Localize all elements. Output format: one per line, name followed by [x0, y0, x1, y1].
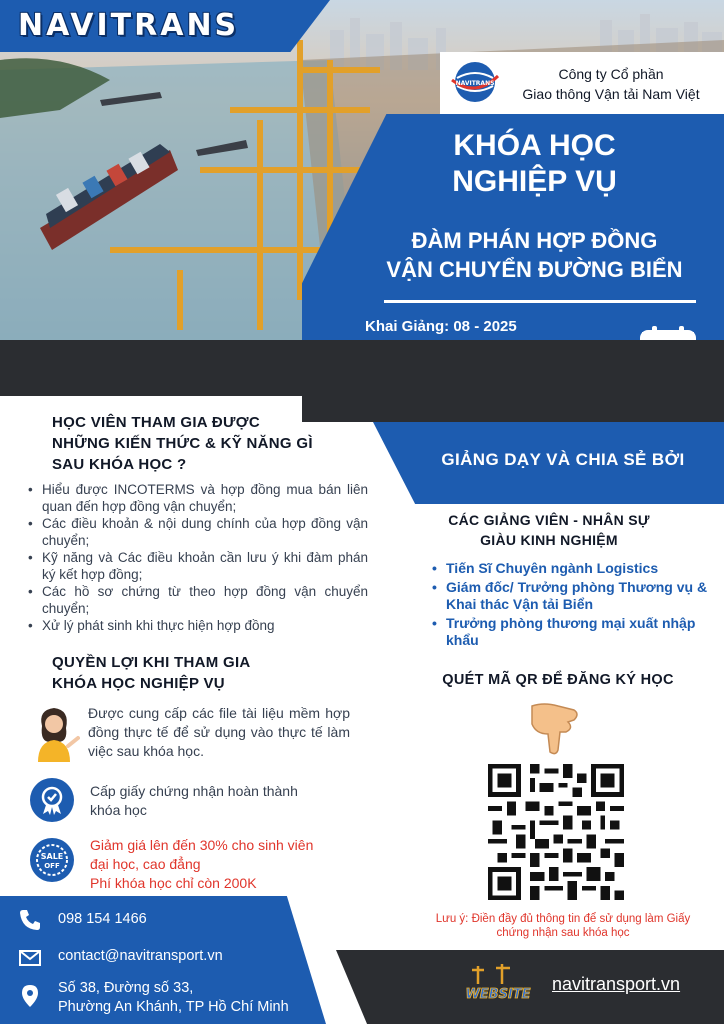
contact-address [58, 979, 318, 1017]
advisor-figure-icon [28, 702, 80, 762]
website-badge-text: WEBSITE [465, 987, 531, 1002]
course-subtitle-line2: VẬN CHUYỂN ĐƯỜNG BIỂN [386, 257, 683, 282]
course-title [345, 128, 724, 200]
lecturer-item: • Giám đốc/ Trưởng phòng Thương vụ & Khai thác Vận tải Biển [432, 579, 712, 613]
lecturer-item: • Trưởng phòng thương mại xuất nhập khẩu [432, 615, 712, 649]
course-subtitle [345, 226, 724, 284]
company-header [440, 52, 724, 114]
benefit-discount-line2: Phí khóa học chỉ còn 200K [90, 875, 257, 891]
teaching-label: GIẢNG DẠY VÀ CHIA SẺ BỞI [441, 450, 685, 469]
opening-date: Khai Giảng: 08 - 2025 [365, 318, 517, 335]
brand-logo: NAVITRANS [18, 8, 240, 43]
dark-band [0, 340, 724, 396]
outcome-item: • Các điều khoản & nội dung chính của hợp đồng vận chuyển; [28, 515, 368, 549]
company-name-line1: Công ty Cổ phần [558, 66, 664, 82]
outcome-item: • Các hồ sơ chứng từ theo hợp đồng vận chuyển chuyển; [28, 583, 368, 617]
course-title-line1: KHÓA HỌC [453, 129, 616, 162]
benefits-heading-line1: QUYỀN LỢI KHI THAM GIA [52, 654, 251, 671]
qr-note: Lưu ý: Điền đầy đủ thông tin để sử dụng làm Giấy chứng nhận sau khóa học [435, 913, 691, 939]
outcome-item: • Hiểu được INCOTERMS và hợp đồng mua bán liên quan đến hợp đồng vận chuyển; [28, 481, 368, 515]
outcomes-heading-line2: NHỮNG KIẾN THỨC & KỸ NĂNG GÌ [52, 435, 313, 452]
lecturers-heading-line2: GIÀU KINH NGHIỆM [480, 532, 618, 548]
outcomes-heading-line1: HỌC VIÊN THAM GIA ĐƯỢC [52, 414, 260, 431]
outcomes-heading [52, 412, 352, 475]
pointing-hand-icon [524, 700, 582, 756]
course-subtitle-line1: ĐÀM PHÁN HỢP ĐỒNG [411, 228, 658, 253]
benefit-documents: Được cung cấp các file tài liệu mềm hợp đồng thực tế để sử dụng vào thực tế làm việc sau khóa học. [88, 705, 350, 759]
dark-band-right [302, 396, 724, 422]
title-divider [384, 300, 696, 303]
outcomes-heading-line3: SAU KHÓA HỌC ? [52, 456, 187, 473]
svg-text:NAVITRANS: NAVITRANS [455, 80, 495, 87]
outcomes-list [28, 481, 368, 634]
website-link[interactable]: navitransport.vn [552, 974, 681, 994]
mail-icon [18, 946, 42, 970]
company-emblem-icon [448, 58, 502, 106]
qr-heading: QUÉT MÃ QR ĐỂ ĐĂNG KÝ HỌC [442, 672, 674, 688]
contact-phone[interactable]: 098 154 1466 [58, 911, 147, 927]
lecturer-list [432, 560, 712, 651]
sale-badge-bottom: OFF [44, 862, 60, 870]
company-name [504, 64, 718, 104]
registration-qr-code[interactable] [488, 764, 624, 900]
contact-address-line2: Phường An Khánh, TP Hồ Chí Minh [58, 999, 289, 1015]
lecturer-item: • Tiến Sĩ Chuyên ngành Logistics [432, 560, 712, 577]
benefits-heading [52, 652, 352, 694]
certificate-icon [30, 778, 74, 822]
location-pin-icon [18, 984, 42, 1008]
lecturers-heading-line1: CÁC GIẢNG VIÊN - NHÂN SỰ [448, 512, 650, 528]
sale-badge-top: SALE [40, 852, 64, 861]
contact-email[interactable]: contact@navitransport.vn [58, 948, 223, 964]
benefit-certificate: Cấp giấy chứng nhận hoàn thành khóa học [90, 783, 298, 818]
benefit-discount-line1: Giảm giá lên đến 30% cho sinh viên đại học, cao đẳng [90, 837, 314, 872]
lecturers-heading [414, 510, 684, 550]
sale-icon [30, 838, 74, 882]
outcome-item: • Kỹ năng và Các điều khoản cần lưu ý khi đàm phán ký kết hợp đồng; [28, 549, 368, 583]
contact-address-line1: Số 38, Đường số 33, [58, 980, 194, 996]
website-badge-icon [458, 962, 538, 1006]
benefit-discount [90, 836, 330, 893]
phone-icon [18, 908, 42, 932]
company-name-line2: Giao thông Vận tải Nam Việt [522, 86, 700, 102]
course-title-line2: NGHIỆP VỤ [452, 165, 617, 198]
benefits-heading-line2: KHÓA HỌC NGHIỆP VỤ [52, 675, 225, 692]
outcome-item: • Xử lý phát sinh khi thực hiện hợp đồng [28, 617, 368, 634]
